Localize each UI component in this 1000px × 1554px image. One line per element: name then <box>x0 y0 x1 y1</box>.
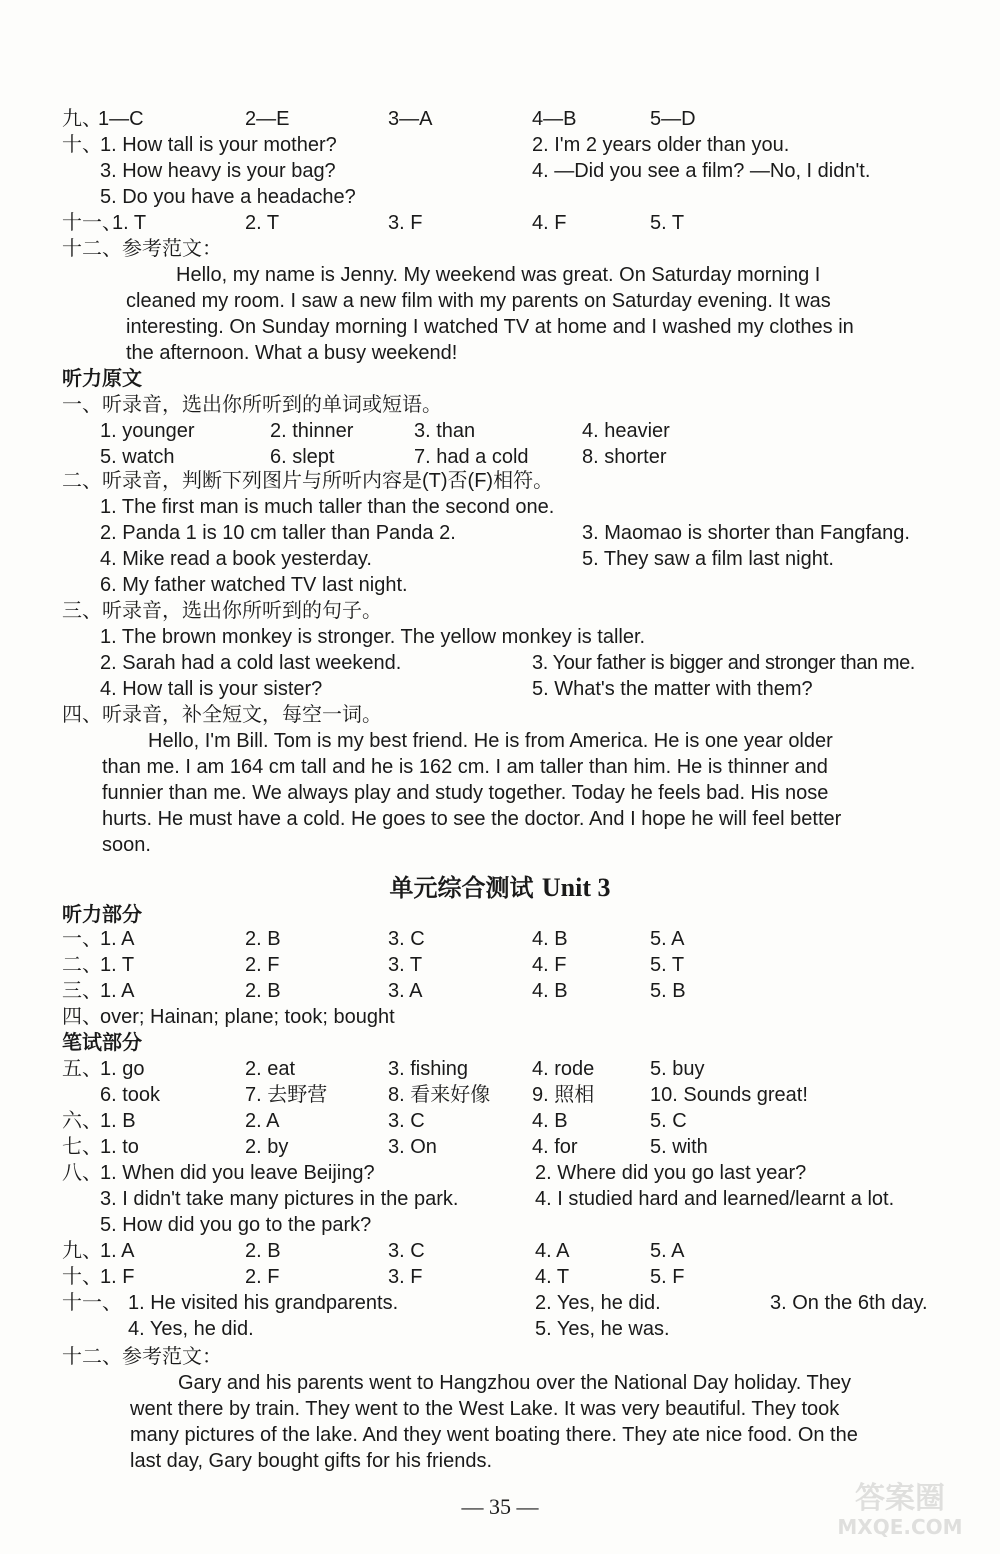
listen-p1-item: 7. had a cold <box>414 446 529 468</box>
sec9-ans-3: 3—A <box>388 108 433 130</box>
u3-r4-label: 四、 <box>62 1006 102 1028</box>
listen-p3-item: 2. Sarah had a cold last weekend. <box>100 652 402 674</box>
sec12-essay <box>126 262 960 366</box>
u3-r6-ans: 4. B <box>532 1110 568 1132</box>
passage-line: Hello, I'm Bill. Tom is my best friend. He is from America. He is one year older <box>148 730 833 752</box>
sec11-ans-3: 3. F <box>388 212 423 234</box>
u3-r7-ans: 2. by <box>245 1136 289 1158</box>
u3-r5-ans: 8. 看来好像 <box>388 1084 491 1106</box>
listen-p2-item: 3. Maomao is shorter than Fangfang. <box>582 522 910 544</box>
u3-r11-item: 5. Yes, he was. <box>535 1318 670 1340</box>
u3-r6-ans: 2. A <box>245 1110 280 1132</box>
essay-line: last day, Gary bought gifts for his friends. <box>130 1450 493 1472</box>
u3-r2-ans: 1. T <box>100 954 135 976</box>
listen-p1-item: 4. heavier <box>582 420 670 442</box>
sec10-ans-4: 4. —Did you see a film? —No, I didn't. <box>532 160 871 182</box>
u3-r7-ans: 3. On <box>388 1136 437 1158</box>
listen-p3-item: 5. What's the matter with them? <box>532 678 813 700</box>
u3-r6-label: 六、 <box>62 1110 102 1132</box>
listen-p1-item: 2. thinner <box>270 420 354 442</box>
u3-r11-label: 十一、 <box>62 1292 122 1314</box>
essay-line: cleaned my room. I saw a new film with my parents on Saturday evening. It was <box>126 290 831 312</box>
listen-p1-item: 1. younger <box>100 420 195 442</box>
u3-r6-ans: 5. C <box>650 1110 687 1132</box>
u3-r2-ans: 4. F <box>532 954 567 976</box>
sec10-ans-3: 3. How heavy is your bag? <box>100 160 336 182</box>
sec10-ans-1: 1. How tall is your mother? <box>100 134 337 156</box>
u3-r6-ans: 3. C <box>388 1110 425 1132</box>
sec9-ans-4: 4—B <box>532 108 577 130</box>
sec10-ans-2: 2. I'm 2 years older than you. <box>532 134 790 156</box>
listening-part-title: 听力部分 <box>62 904 142 926</box>
u3-r12-essay <box>130 1370 964 1474</box>
u3-r3-ans: 4. B <box>532 980 568 1002</box>
listen-p1-item: 6. slept <box>270 446 335 468</box>
u3-r11-item: 1. He visited his grandparents. <box>128 1292 399 1314</box>
listen-p3-item: 3. Your father is bigger and stronger than me. <box>532 652 915 674</box>
essay-line: interesting. On Sunday morning I watched TV at home and I washed my clothes in <box>126 316 854 338</box>
u3-r10-ans: 3. F <box>388 1266 423 1288</box>
u3-r2-ans: 2. F <box>245 954 280 976</box>
listen-part4-label: 四、听录音，补全短文，每空一词。 <box>62 704 382 726</box>
unit3-heading-en: Unit 3 <box>541 873 611 902</box>
watermark-line1: 答案圈 <box>855 1481 945 1516</box>
u3-r10-ans: 5. F <box>650 1266 685 1288</box>
u3-r10-label: 十、 <box>62 1266 102 1288</box>
u3-r3-label: 三、 <box>62 980 102 1002</box>
u3-r5-ans: 2. eat <box>245 1058 296 1080</box>
u3-r3-ans: 5. B <box>650 980 686 1002</box>
u3-r9-ans: 5. A <box>650 1240 685 1262</box>
essay-line: went there by train. They went to the West Lake. It was very beautiful. They took <box>130 1398 840 1420</box>
u3-r5-ans: 5. buy <box>650 1058 705 1080</box>
u3-r2-ans: 3. T <box>388 954 423 976</box>
u3-r4-text: over; Hainan; plane; took; bought <box>100 1006 395 1028</box>
u3-r5-ans: 9. 照相 <box>532 1084 595 1106</box>
passage-line: funnier than me. We always play and study together. Today he feels bad. His nose <box>102 782 829 804</box>
listen-p2-item: 1. The first man is much taller than the second one. <box>100 496 555 518</box>
sec11-ans-4: 4. F <box>532 212 567 234</box>
u3-r5-ans: 3. fishing <box>388 1058 469 1080</box>
sec9-ans-5: 5—D <box>650 108 696 130</box>
u3-r10-ans: 2. F <box>245 1266 280 1288</box>
u3-r9-ans: 1. A <box>100 1240 135 1262</box>
watermark-line2: MXQE.COM <box>837 1515 963 1539</box>
u3-r1-ans: 3. C <box>388 928 425 950</box>
u3-r8-item: 3. I didn't take many pictures in the park. <box>100 1188 459 1210</box>
sec10-ans-5: 5. Do you have a headache? <box>100 186 356 208</box>
essay-line: many pictures of the lake. And they went boating there. They ate nice food. On the <box>130 1424 858 1446</box>
u3-r9-ans: 2. B <box>245 1240 281 1262</box>
listen-p1-item: 8. shorter <box>582 446 667 468</box>
sec10-label: 十、 <box>62 134 102 156</box>
sec9-ans-1: 1—C <box>98 108 144 130</box>
u3-r5-label: 五、 <box>62 1058 102 1080</box>
listen-p4-passage <box>102 728 960 858</box>
u3-r2-ans: 5. T <box>650 954 685 976</box>
u3-r1-label: 一、 <box>62 928 102 950</box>
listen-p1-item: 3. than <box>414 420 476 442</box>
sec9-label: 九、 <box>62 108 102 130</box>
listen-part3-label: 三、听录音，选出你所听到的句子。 <box>62 600 382 622</box>
passage-line: than me. I am 164 cm tall and he is 162 cm. I am taller than him. He is thinner and <box>102 756 828 778</box>
unit3-heading-cn: 单元综合测试 <box>389 873 542 902</box>
u3-r11-item: 4. Yes, he did. <box>128 1318 254 1340</box>
listen-part2-label: 二、听录音，判断下列图片与所听内容是(T)否(F)相符。 <box>62 470 554 492</box>
u3-r1-ans: 4. B <box>532 928 568 950</box>
watermark-logo-icon <box>820 1472 980 1542</box>
u3-r3-ans: 3. A <box>388 980 423 1002</box>
unit3-heading <box>0 868 1000 903</box>
u3-r5-ans: 6. took <box>100 1084 161 1106</box>
u3-r8-item: 5. How did you go to the park? <box>100 1214 372 1236</box>
essay-line: Hello, my name is Jenny. My weekend was great. On Saturday morning I <box>176 264 821 286</box>
listening-script-title: 听力原文 <box>62 368 142 390</box>
u3-r9-ans: 4. A <box>535 1240 570 1262</box>
listen-p2-item: 2. Panda 1 is 10 cm taller than Panda 2. <box>100 522 456 544</box>
u3-r12-label: 十二、参考范文： <box>62 1346 222 1368</box>
u3-r1-ans: 2. B <box>245 928 281 950</box>
u3-r10-ans: 1. F <box>100 1266 135 1288</box>
writing-part-title: 笔试部分 <box>62 1032 142 1054</box>
u3-r10-ans: 4. T <box>535 1266 570 1288</box>
u3-r11-item: 2. Yes, he did. <box>535 1292 661 1314</box>
sec9-ans-2: 2—E <box>245 108 290 130</box>
u3-r8-item: 4. I studied hard and learned/learnt a lot. <box>535 1188 895 1210</box>
listen-p2-item: 5. They saw a film last night. <box>582 548 834 570</box>
u3-r9-ans: 3. C <box>388 1240 425 1262</box>
page-number: — 35 — <box>461 1494 539 1519</box>
essay-line: the afternoon. What a busy weekend! <box>126 342 458 364</box>
u3-r1-ans: 5. A <box>650 928 685 950</box>
sec11-ans-1: 1. T <box>112 212 147 234</box>
listen-p1-item: 5. watch <box>100 446 175 468</box>
listen-p2-item: 6. My father watched TV last night. <box>100 574 408 596</box>
sec12-label: 十二、参考范文： <box>62 238 222 260</box>
u3-r7-ans: 5. with <box>650 1136 708 1158</box>
u3-r8-item: 1. When did you leave Beijing? <box>100 1162 375 1184</box>
sec11-ans-2: 2. T <box>245 212 280 234</box>
u3-r5-ans: 1. go <box>100 1058 145 1080</box>
u3-r3-ans: 2. B <box>245 980 281 1002</box>
essay-line: Gary and his parents went to Hangzhou over the National Day holiday. They <box>178 1372 851 1394</box>
u3-r3-ans: 1. A <box>100 980 135 1002</box>
u3-r5-ans: 4. rode <box>532 1058 595 1080</box>
sec11-ans-5: 5. T <box>650 212 685 234</box>
u3-r7-ans: 1. to <box>100 1136 139 1158</box>
u3-r8-item: 2. Where did you go last year? <box>535 1162 807 1184</box>
listen-p3-item: 1. The brown monkey is stronger. The yellow monkey is taller. <box>100 626 646 648</box>
listen-p3-item: 4. How tall is your sister? <box>100 678 323 700</box>
u3-r6-ans: 1. B <box>100 1110 136 1132</box>
passage-line: soon. <box>102 834 151 856</box>
listen-p2-item: 4. Mike read a book yesterday. <box>100 548 372 570</box>
u3-r7-label: 七、 <box>62 1136 102 1158</box>
u3-r9-label: 九、 <box>62 1240 102 1262</box>
u3-r8-label: 八、 <box>62 1162 102 1184</box>
passage-line: hurts. He must have a cold. He goes to see the doctor. And I hope he will feel better <box>102 808 842 830</box>
listen-part1-label: 一、听录音，选出你所听到的单词或短语。 <box>62 394 442 416</box>
u3-r11-item: 3. On the 6th day. <box>770 1292 928 1314</box>
u3-r7-ans: 4. for <box>532 1136 578 1158</box>
u3-r1-ans: 1. A <box>100 928 135 950</box>
u3-r5-ans: 10. Sounds great! <box>650 1084 808 1106</box>
u3-r5-ans: 7. 去野营 <box>245 1084 328 1106</box>
sec11-label: 十一、 <box>62 212 122 234</box>
u3-r2-label: 二、 <box>62 954 102 976</box>
